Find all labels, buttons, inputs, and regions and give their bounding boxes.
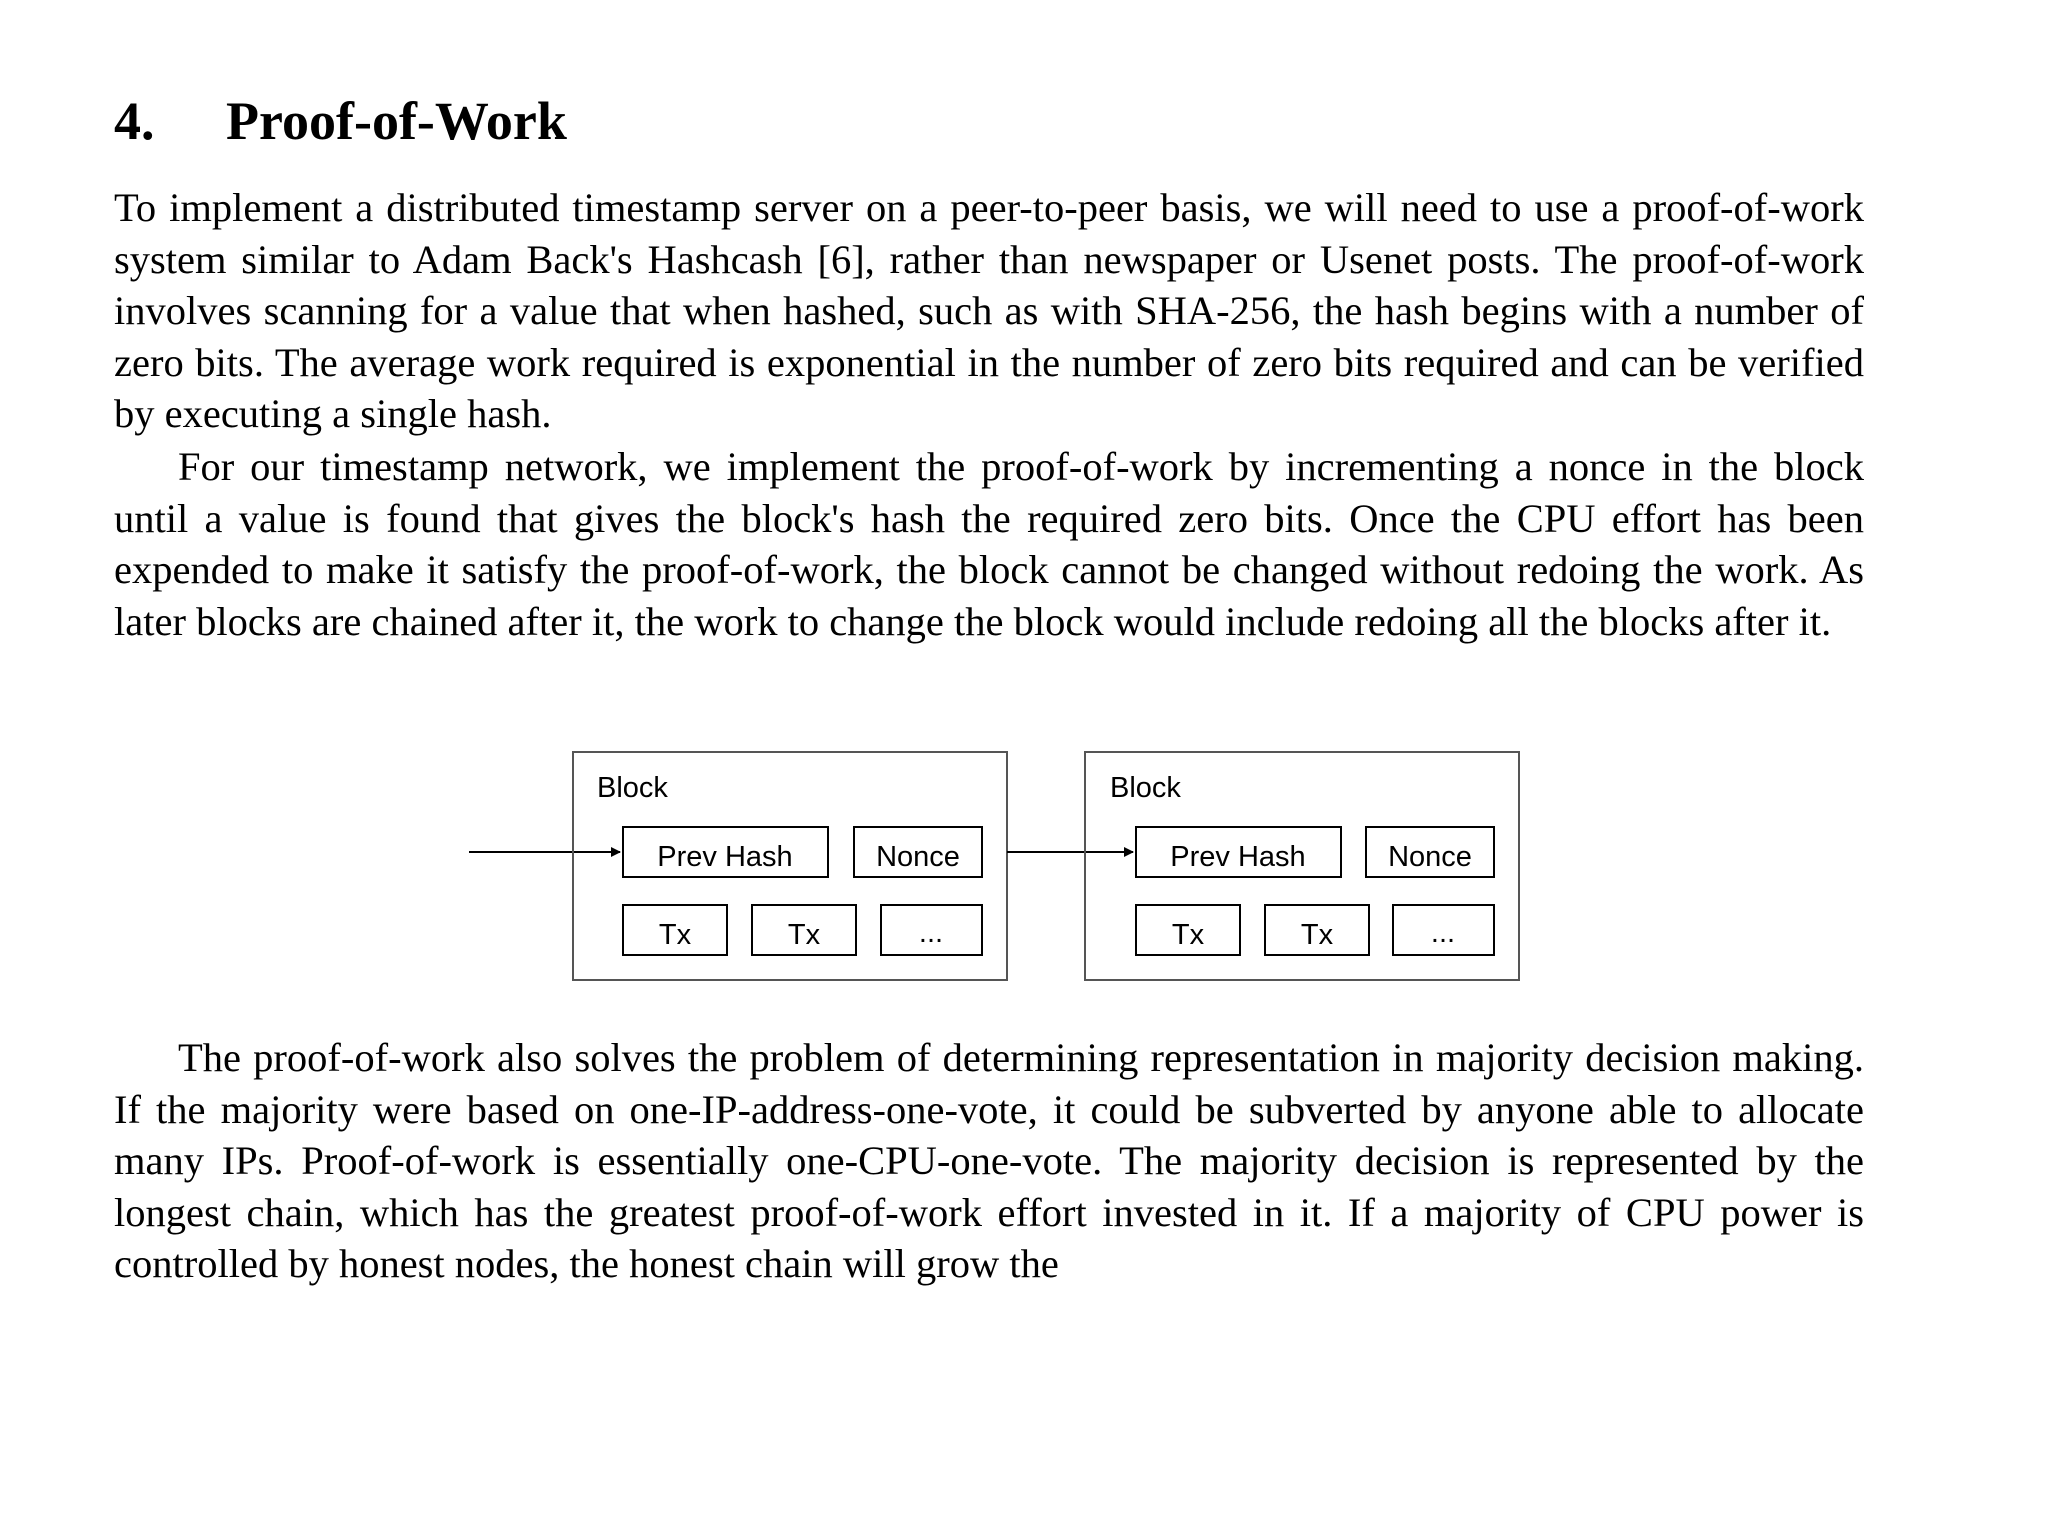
block-1: [573, 752, 1007, 980]
paragraph-2: For our timestamp network, we implement the proof-of-work by incrementing a nonce in the block until a value is found that gives the block's hash the required zero bits. Once the CPU effort has been expended to make it satisfy the proof-of-work, the block cannot be changed without redoing the work. As later blocks are chained after it, the work to change the block would include redoing all the blocks after it.: [114, 444, 1864, 644]
block-2: [1085, 752, 1519, 980]
block-1-nonce-box: [854, 827, 982, 877]
block-2-tx-2: Tx: [1300, 919, 1334, 951]
block-1-prev-hash-box: [623, 827, 828, 877]
block-1-frame: [573, 752, 1007, 980]
block-2-tx-more: ...: [1430, 917, 1456, 949]
section-number: 4.: [114, 91, 155, 151]
block-2-nonce: Nonce: [1388, 841, 1472, 873]
section-heading: [114, 88, 567, 154]
block-1-tx-more-box: [881, 905, 982, 955]
block-1-tx-1: Tx: [658, 919, 692, 951]
block-2-tx-1: Tx: [1171, 919, 1205, 951]
section-title: Proof-of-Work: [226, 91, 567, 151]
paragraph-3-viewport: [0, 1032, 2048, 1286]
block-2-frame: [1085, 752, 1519, 980]
block-2-prev-hash: Prev Hash: [1170, 841, 1306, 873]
block-1-tx-more: ...: [918, 917, 944, 949]
block-1-prev-hash: Prev Hash: [657, 841, 793, 873]
block-1-tx-2: Tx: [787, 919, 821, 951]
block-1-tx-1-box: [623, 905, 727, 955]
block-1-tx-2-box: [752, 905, 856, 955]
block-2-prev-hash-box: [1136, 827, 1341, 877]
block-2-tx-2-box: [1265, 905, 1369, 955]
block-2-nonce-box: [1366, 827, 1494, 877]
block-2-tx-1-box: [1136, 905, 1240, 955]
block-2-label: Block: [1110, 772, 1181, 804]
block-2-tx-more-box: [1393, 905, 1494, 955]
paragraph-3: The proof-of-work also solves the problem of determining representation in majority decision making. If the majority were based on one-IP-address-one-vote, it could be subverted by anyone able to allocate many IPs. Proof-of-work is essentially one-CPU-one-vote. The majority decision is represented by the longest chain, which has the greatest proof-of-work effort invested in it. If a majority of CPU power is controlled by honest nodes, the honest chain will grow the: [114, 1035, 1864, 1286]
block-1-nonce: Nonce: [876, 841, 960, 873]
block-1-label: Block: [597, 772, 668, 804]
paragraph-1: To implement a distributed timestamp server on a peer-to-peer basis, we will need to use a proof-of-work system similar to Adam Back's Hashcash [6], rather than newspaper or Usenet posts. The proof-of-work involves scanning for a value that when hashed, such as with SHA-256, the hash begins with a number of zero bits. The average work required is exponential in the number of zero bits required and can be verified by executing a single hash.: [114, 185, 1864, 436]
